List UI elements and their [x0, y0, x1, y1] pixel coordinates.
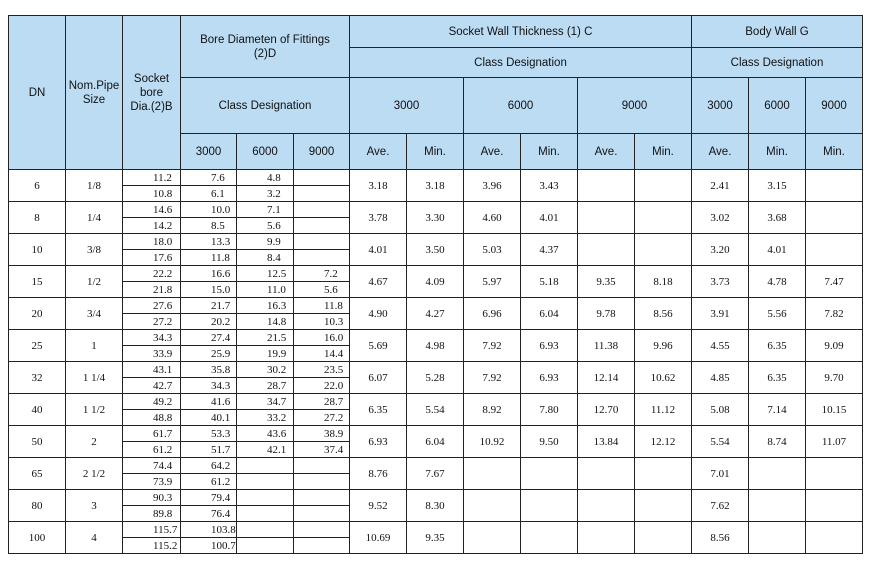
body-6000-min-cell [749, 522, 806, 554]
body-9000-min-cell [806, 490, 863, 522]
socket-6000-ave-cell: 8.92 [464, 394, 521, 426]
socket-6000-min-cell [521, 458, 578, 490]
header-body-9000-min: Min. [806, 134, 863, 170]
body-9000-min-cell [806, 458, 863, 490]
body-6000-min-cell: 6.35 [749, 362, 806, 394]
bore-9000-cell [294, 538, 350, 554]
socket-6000-min-cell: 5.18 [521, 266, 578, 298]
header-body-class-3000: 3000 [692, 78, 749, 134]
body-6000-min-cell [749, 458, 806, 490]
socket-3000-ave-cell: 3.78 [350, 202, 407, 234]
socket-6000-ave-cell: 6.96 [464, 298, 521, 330]
socket-bore-cell: 22.2 [123, 266, 181, 282]
dn-cell: 40 [9, 394, 66, 426]
bore-9000-cell [294, 186, 350, 202]
socket-6000-ave-cell: 10.92 [464, 426, 521, 458]
nom-pipe-size-cell: 1/4 [66, 202, 123, 234]
bore-6000-cell: 16.3 [237, 298, 294, 314]
socket-bore-cell: 89.8 [123, 506, 181, 522]
bore-9000-cell [294, 474, 350, 490]
header-nom-pipe-size: Nom.Pipe Size [66, 16, 123, 170]
socket-6000-ave-cell: 7.92 [464, 362, 521, 394]
dn-cell: 25 [9, 330, 66, 362]
header-body-3000-ave: Ave. [692, 134, 749, 170]
socket-3000-ave-cell: 4.67 [350, 266, 407, 298]
body-3000-ave-cell: 3.02 [692, 202, 749, 234]
header-socket-9000-min: Min. [635, 134, 692, 170]
bore-9000-cell [294, 522, 350, 538]
socket-3000-ave-cell: 10.69 [350, 522, 407, 554]
bore-9000-cell [294, 234, 350, 250]
nom-pipe-size-cell: 1/2 [66, 266, 123, 298]
socket-3000-ave-cell: 6.07 [350, 362, 407, 394]
bore-9000-cell: 11.8 [294, 298, 350, 314]
header-socket-6000-ave: Ave. [464, 134, 521, 170]
bore-6000-cell: 9.9 [237, 234, 294, 250]
dn-cell: 65 [9, 458, 66, 490]
body-6000-min-cell [749, 490, 806, 522]
body-9000-min-cell [806, 202, 863, 234]
socket-3000-min-cell: 4.98 [407, 330, 464, 362]
socket-9000-ave-cell [578, 170, 635, 202]
socket-6000-ave-cell: 3.96 [464, 170, 521, 202]
header-body-wall: Body Wall G [692, 16, 863, 48]
body-6000-min-cell: 7.14 [749, 394, 806, 426]
nom-pipe-size-cell: 3/4 [66, 298, 123, 330]
socket-9000-min-cell [635, 234, 692, 266]
bore-3000-cell: 16.6 [181, 266, 237, 282]
table-row [9, 394, 863, 410]
body-3000-ave-cell: 5.54 [692, 426, 749, 458]
body-3000-ave-cell: 3.20 [692, 234, 749, 266]
bore-3000-cell: 15.0 [181, 282, 237, 298]
socket-9000-ave-cell [578, 202, 635, 234]
body-3000-ave-cell: 3.73 [692, 266, 749, 298]
bore-3000-cell: 76.4 [181, 506, 237, 522]
fittings-dimension-table-wrapper [8, 15, 863, 554]
bore-3000-cell: 51.7 [181, 442, 237, 458]
bore-9000-cell: 14.4 [294, 346, 350, 362]
dn-cell: 6 [9, 170, 66, 202]
nom-pipe-size-cell: 4 [66, 522, 123, 554]
socket-9000-ave-cell [578, 490, 635, 522]
nom-pipe-size-cell: 2 [66, 426, 123, 458]
bore-9000-cell [294, 506, 350, 522]
table-body [9, 170, 863, 554]
socket-3000-min-cell: 4.27 [407, 298, 464, 330]
socket-3000-min-cell: 6.04 [407, 426, 464, 458]
header-bore-6000: 6000 [237, 134, 294, 170]
bore-3000-cell: 11.8 [181, 250, 237, 266]
header-socket-3000-ave: Ave. [350, 134, 407, 170]
socket-6000-min-cell: 4.01 [521, 202, 578, 234]
bore-6000-cell: 34.7 [237, 394, 294, 410]
socket-bore-cell: 115.7 [123, 522, 181, 538]
socket-bore-cell: 21.8 [123, 282, 181, 298]
body-9000-min-cell: 11.07 [806, 426, 863, 458]
socket-3000-min-cell: 9.35 [407, 522, 464, 554]
bore-3000-cell: 27.4 [181, 330, 237, 346]
socket-bore-cell: 90.3 [123, 490, 181, 506]
bore-6000-cell: 19.9 [237, 346, 294, 362]
bore-6000-cell: 42.1 [237, 442, 294, 458]
socket-3000-min-cell: 8.30 [407, 490, 464, 522]
bore-6000-cell: 7.1 [237, 202, 294, 218]
socket-9000-min-cell [635, 202, 692, 234]
body-9000-min-cell: 7.47 [806, 266, 863, 298]
body-9000-min-cell: 10.15 [806, 394, 863, 426]
bore-9000-cell [294, 170, 350, 186]
dn-cell: 50 [9, 426, 66, 458]
bore-3000-cell: 20.2 [181, 314, 237, 330]
socket-bore-cell: 33.9 [123, 346, 181, 362]
socket-3000-ave-cell: 5.69 [350, 330, 407, 362]
bore-6000-cell [237, 474, 294, 490]
socket-6000-min-cell: 6.93 [521, 330, 578, 362]
socket-6000-min-cell: 3.43 [521, 170, 578, 202]
header-bore-class-designation: Class Designation [181, 78, 350, 134]
bore-3000-cell: 35.8 [181, 362, 237, 378]
bore-6000-cell: 43.6 [237, 426, 294, 442]
body-9000-min-cell: 9.70 [806, 362, 863, 394]
bore-6000-cell: 4.8 [237, 170, 294, 186]
bore-6000-cell: 12.5 [237, 266, 294, 282]
socket-9000-min-cell [635, 170, 692, 202]
dn-cell: 8 [9, 202, 66, 234]
socket-bore-cell: 115.2 [123, 538, 181, 554]
nom-pipe-size-cell: 1/8 [66, 170, 123, 202]
header-dn: DN [9, 16, 66, 170]
bore-6000-cell [237, 522, 294, 538]
table-row [9, 458, 863, 474]
socket-6000-min-cell: 7.80 [521, 394, 578, 426]
header-bore-3000: 3000 [181, 134, 237, 170]
body-9000-min-cell: 9.09 [806, 330, 863, 362]
bore-9000-cell [294, 490, 350, 506]
socket-6000-ave-cell [464, 522, 521, 554]
header-body-class-designation: Class Designation [692, 48, 863, 78]
socket-bore-cell: 42.7 [123, 378, 181, 394]
socket-3000-ave-cell: 4.90 [350, 298, 407, 330]
body-3000-ave-cell: 7.62 [692, 490, 749, 522]
socket-6000-min-cell: 6.93 [521, 362, 578, 394]
header-socket-class-designation: Class Designation [350, 48, 692, 78]
header-socket-6000-min: Min. [521, 134, 578, 170]
bore-9000-cell [294, 202, 350, 218]
body-6000-min-cell: 5.56 [749, 298, 806, 330]
socket-6000-min-cell: 9.50 [521, 426, 578, 458]
bore-9000-cell: 5.6 [294, 282, 350, 298]
bore-3000-cell: 7.6 [181, 170, 237, 186]
bore-9000-cell: 38.9 [294, 426, 350, 442]
bore-9000-cell: 16.0 [294, 330, 350, 346]
header-body-class-6000: 6000 [749, 78, 806, 134]
bore-3000-cell: 10.0 [181, 202, 237, 218]
nom-pipe-size-cell: 3 [66, 490, 123, 522]
bore-3000-cell: 13.3 [181, 234, 237, 250]
dn-cell: 80 [9, 490, 66, 522]
bore-6000-cell: 21.5 [237, 330, 294, 346]
nom-pipe-size-cell: 2 1/2 [66, 458, 123, 490]
header-socket-class-6000: 6000 [464, 78, 578, 134]
bore-3000-cell: 79.4 [181, 490, 237, 506]
nom-pipe-size-cell: 1 [66, 330, 123, 362]
bore-3000-cell: 100.7 [181, 538, 237, 554]
table-header [9, 16, 863, 170]
socket-3000-min-cell: 3.30 [407, 202, 464, 234]
body-3000-ave-cell: 3.91 [692, 298, 749, 330]
socket-6000-min-cell: 4.37 [521, 234, 578, 266]
bore-6000-cell: 3.2 [237, 186, 294, 202]
body-6000-min-cell: 3.15 [749, 170, 806, 202]
table-row [9, 202, 863, 218]
nom-pipe-size-cell: 1 1/4 [66, 362, 123, 394]
socket-bore-cell: 10.8 [123, 186, 181, 202]
bore-3000-cell: 41.6 [181, 394, 237, 410]
bore-6000-cell [237, 458, 294, 474]
body-6000-min-cell: 4.78 [749, 266, 806, 298]
body-3000-ave-cell: 4.85 [692, 362, 749, 394]
socket-3000-ave-cell: 6.93 [350, 426, 407, 458]
bore-3000-cell: 6.1 [181, 186, 237, 202]
socket-9000-min-cell: 11.12 [635, 394, 692, 426]
bore-6000-cell [237, 506, 294, 522]
dn-cell: 20 [9, 298, 66, 330]
socket-9000-min-cell: 8.18 [635, 266, 692, 298]
socket-bore-cell: 27.2 [123, 314, 181, 330]
bore-9000-cell: 7.2 [294, 266, 350, 282]
table-row [9, 170, 863, 186]
socket-3000-min-cell: 5.28 [407, 362, 464, 394]
socket-6000-min-cell [521, 522, 578, 554]
table-row [9, 234, 863, 250]
body-3000-ave-cell: 8.56 [692, 522, 749, 554]
header-socket-3000-min: Min. [407, 134, 464, 170]
socket-3000-min-cell: 3.50 [407, 234, 464, 266]
socket-3000-ave-cell: 8.76 [350, 458, 407, 490]
socket-3000-ave-cell: 9.52 [350, 490, 407, 522]
socket-6000-ave-cell: 5.97 [464, 266, 521, 298]
socket-9000-ave-cell: 11.38 [578, 330, 635, 362]
bore-6000-cell: 30.2 [237, 362, 294, 378]
table-row [9, 266, 863, 282]
bore-3000-cell: 25.9 [181, 346, 237, 362]
header-socket-bore: Socket bore Dia.(2)B [123, 16, 181, 170]
socket-6000-min-cell: 6.04 [521, 298, 578, 330]
bore-9000-cell: 23.5 [294, 362, 350, 378]
body-6000-min-cell: 6.35 [749, 330, 806, 362]
table-row [9, 362, 863, 378]
bore-3000-cell: 40.1 [181, 410, 237, 426]
bore-6000-cell: 28.7 [237, 378, 294, 394]
header-socket-class-9000: 9000 [578, 78, 692, 134]
socket-6000-ave-cell: 4.60 [464, 202, 521, 234]
socket-bore-cell: 17.6 [123, 250, 181, 266]
body-3000-ave-cell: 2.41 [692, 170, 749, 202]
socket-bore-cell: 73.9 [123, 474, 181, 490]
fittings-dimension-table [8, 15, 863, 554]
bore-9000-cell: 10.3 [294, 314, 350, 330]
nom-pipe-size-cell: 1 1/2 [66, 394, 123, 426]
socket-3000-ave-cell: 4.01 [350, 234, 407, 266]
socket-9000-ave-cell [578, 234, 635, 266]
socket-9000-min-cell [635, 522, 692, 554]
body-9000-min-cell [806, 522, 863, 554]
socket-bore-cell: 43.1 [123, 362, 181, 378]
socket-3000-min-cell: 7.67 [407, 458, 464, 490]
bore-6000-cell: 14.8 [237, 314, 294, 330]
dn-cell: 32 [9, 362, 66, 394]
socket-9000-min-cell: 12.12 [635, 426, 692, 458]
dn-cell: 15 [9, 266, 66, 298]
socket-3000-min-cell: 3.18 [407, 170, 464, 202]
socket-3000-ave-cell: 6.35 [350, 394, 407, 426]
body-6000-min-cell: 8.74 [749, 426, 806, 458]
socket-9000-ave-cell [578, 522, 635, 554]
table-row [9, 522, 863, 538]
socket-6000-ave-cell: 7.92 [464, 330, 521, 362]
socket-bore-cell: 61.2 [123, 442, 181, 458]
socket-9000-ave-cell: 9.35 [578, 266, 635, 298]
socket-6000-ave-cell [464, 458, 521, 490]
bore-3000-cell: 8.5 [181, 218, 237, 234]
socket-9000-ave-cell [578, 458, 635, 490]
socket-9000-min-cell [635, 490, 692, 522]
bore-3000-cell: 64.2 [181, 458, 237, 474]
bore-9000-cell: 37.4 [294, 442, 350, 458]
bore-3000-cell: 34.3 [181, 378, 237, 394]
bore-3000-cell: 53.3 [181, 426, 237, 442]
bore-3000-cell: 61.2 [181, 474, 237, 490]
socket-9000-ave-cell: 9.78 [578, 298, 635, 330]
socket-bore-cell: 49.2 [123, 394, 181, 410]
socket-bore-cell: 14.2 [123, 218, 181, 234]
bore-9000-cell: 22.0 [294, 378, 350, 394]
bore-3000-cell: 103.8 [181, 522, 237, 538]
bore-3000-cell: 21.7 [181, 298, 237, 314]
socket-9000-ave-cell: 13.84 [578, 426, 635, 458]
socket-9000-ave-cell: 12.14 [578, 362, 635, 394]
socket-bore-cell: 34.3 [123, 330, 181, 346]
bore-9000-cell [294, 250, 350, 266]
body-3000-ave-cell: 5.08 [692, 394, 749, 426]
bore-6000-cell: 5.6 [237, 218, 294, 234]
body-9000-min-cell [806, 170, 863, 202]
socket-bore-cell: 14.6 [123, 202, 181, 218]
body-6000-min-cell: 3.68 [749, 202, 806, 234]
socket-9000-min-cell: 10.62 [635, 362, 692, 394]
header-bore-diameter: Bore Diameten of Fittings (2)D [181, 16, 350, 78]
socket-6000-min-cell [521, 490, 578, 522]
socket-9000-min-cell: 9.96 [635, 330, 692, 362]
bore-6000-cell [237, 538, 294, 554]
bore-6000-cell [237, 490, 294, 506]
body-9000-min-cell: 7.82 [806, 298, 863, 330]
socket-6000-ave-cell [464, 490, 521, 522]
bore-6000-cell: 11.0 [237, 282, 294, 298]
header-body-class-9000: 9000 [806, 78, 863, 134]
bore-9000-cell [294, 218, 350, 234]
bore-6000-cell: 33.2 [237, 410, 294, 426]
header-body-6000-min: Min. [749, 134, 806, 170]
header-bore-9000: 9000 [294, 134, 350, 170]
socket-3000-min-cell: 4.09 [407, 266, 464, 298]
socket-bore-cell: 27.6 [123, 298, 181, 314]
body-3000-ave-cell: 4.55 [692, 330, 749, 362]
socket-bore-cell: 61.7 [123, 426, 181, 442]
table-row [9, 330, 863, 346]
table-row [9, 426, 863, 442]
socket-3000-min-cell: 5.54 [407, 394, 464, 426]
socket-bore-cell: 48.8 [123, 410, 181, 426]
socket-6000-ave-cell: 5.03 [464, 234, 521, 266]
dn-cell: 10 [9, 234, 66, 266]
header-socket-wall-thickness: Socket Wall Thickness (1) C [350, 16, 692, 48]
table-row [9, 490, 863, 506]
body-3000-ave-cell: 7.01 [692, 458, 749, 490]
bore-9000-cell [294, 458, 350, 474]
nom-pipe-size-cell: 3/8 [66, 234, 123, 266]
header-socket-class-3000: 3000 [350, 78, 464, 134]
bore-9000-cell: 27.2 [294, 410, 350, 426]
socket-bore-cell: 74.4 [123, 458, 181, 474]
socket-bore-cell: 11.2 [123, 170, 181, 186]
body-9000-min-cell [806, 234, 863, 266]
socket-3000-ave-cell: 3.18 [350, 170, 407, 202]
dn-cell: 100 [9, 522, 66, 554]
socket-9000-min-cell: 8.56 [635, 298, 692, 330]
socket-bore-cell: 18.0 [123, 234, 181, 250]
body-6000-min-cell: 4.01 [749, 234, 806, 266]
header-socket-9000-ave: Ave. [578, 134, 635, 170]
table-row [9, 298, 863, 314]
bore-6000-cell: 8.4 [237, 250, 294, 266]
socket-9000-min-cell [635, 458, 692, 490]
bore-9000-cell: 28.7 [294, 394, 350, 410]
socket-9000-ave-cell: 12.70 [578, 394, 635, 426]
